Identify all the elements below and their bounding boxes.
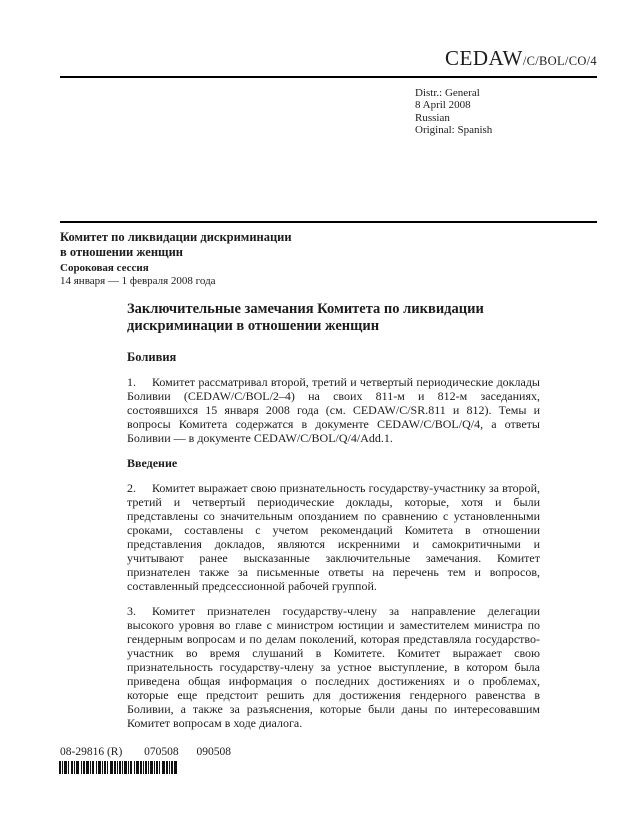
section-heading-introduction: Введение [127,456,178,470]
footer-date-1: 070508 [144,746,179,758]
committee-dates: 14 января — 1 февраля 2008 года [60,275,216,287]
document-title: Заключительные замечания Комитета по ликвидации дискриминации в отношении женщин [127,301,484,334]
distr-original: Original: Spanish [415,124,493,137]
paragraph-3 [127,604,540,730]
distr-date: 8 April 2008 [415,99,471,112]
footer-job-number: 08-29816 (R) [60,746,123,758]
committee-rule [60,221,597,223]
document-symbol-suffix: /C/BOL/CO/4 [522,54,597,68]
paragraph-2-number: 2. [127,481,136,495]
paragraph-2 [127,481,540,593]
document-symbol [60,46,597,71]
distr-type: Distr.: General [415,87,480,99]
header-rule [60,76,597,78]
committee-name-line2: в отношении женщин [60,244,183,259]
footer-document-id [60,746,231,759]
paragraph-3-text: Комитет признателен государству-члену за направление делегации высокого уровня во главе с министром юстиции и заместителем министра по гендерным вопросам и по делам поколений, которая представляла государство-участник во время слушаний в Комитете. Комитет выражает свою признательность государству-члену за устное выступление, в котором была приведена общая информация о последних достижениях и о проблемах, которые еще предстоит решить для достижения гендерного равенства в Боливии, а также за разъяснения, которые были даны по интересовавшим Комитет вопросам в ходе диалога. [127,604,540,730]
country-heading: Боливия [127,350,177,364]
paragraph-1-text: Комитет рассматривал второй, третий и четвертый периодические доклады Боливии (CEDAW/C/BOL/2–4) на своих 811-м и 812-м заседаниях, состоявшихся 15 января 2008 года (см. CEDAW/C/SR.811 и 812). Темы и вопросы Комитета содержатся в документе CEDAW/C/BOL/Q/4, а ответы Боливии — в документе CEDAW/C/BOL/Q/4/Add.1. [127,375,540,445]
footer-date-2: 090508 [196,746,232,758]
distribution-block [415,87,492,137]
document-symbol-main: CEDAW [445,46,523,70]
committee-name-line1: Комитет по ликвидации дискриминации [60,230,292,244]
committee-session: Сороковая сессия [60,262,149,274]
paragraph-1 [127,375,540,445]
paragraph-3-number: 3. [127,604,136,618]
paragraph-1-number: 1. [127,375,136,389]
committee-block [60,230,460,288]
document-body [127,301,540,730]
distr-language: Russian [415,111,450,124]
barcode [59,761,178,774]
paragraph-2-text: Комитет выражает свою признательность государству-участнику за второй, третий и четвертый периодические доклады, которые, хотя и были представлены со значительным опозданием по сравнению с установленными сроками, составлены с учетом рекомендаций Комитета в отношении представления докладов, являются искренними и самокритичными и учитывают ранее высказанные заключительные замечания. Комитет признателен также за письменные ответы на перечень тем и вопросов, составленный предсессионной рабочей группой. [127,481,540,593]
